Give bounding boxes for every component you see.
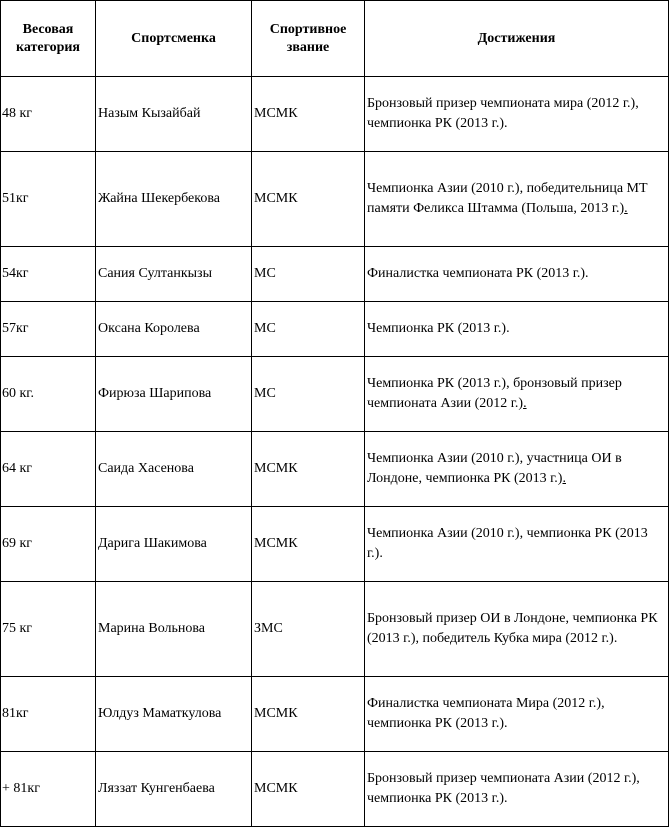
achievements-cell: [365, 507, 669, 582]
rank-cell: МСМК: [252, 77, 365, 152]
achievements-text: Чемпионка Азии (2010 г.), участница ОИ в Лондоне, чемпионка РК (2013 г.): [367, 451, 622, 486]
athlete-cell: Ляззат Кунгенбаева: [96, 752, 252, 827]
achievements-text: Бронзовый призер чемпионата мира (2012 г.), чемпионка РК (2013 г.).: [367, 96, 639, 131]
athlete-cell: Назым Кызайбай: [96, 77, 252, 152]
achievements-text: Чемпионка Азии (2010 г.), победительница МТ памяти Феликса Штамма (Польша, 2013 г.): [367, 181, 648, 216]
achievements-text: Финалистка чемпионата РК (2013 г.).: [367, 266, 589, 281]
athlete-cell: Марина Вольнова: [96, 582, 252, 677]
header-sport-rank: Спортивное звание: [252, 1, 365, 77]
rank-cell: МСМК: [252, 507, 365, 582]
table-row: [1, 247, 669, 302]
athlete-cell: Дарига Шакимова: [96, 507, 252, 582]
table-row: [1, 752, 669, 827]
achievements-text: Бронзовый призер чемпионата Азии (2012 г.), чемпионка РК (2013 г.).: [367, 771, 640, 806]
athlete-cell: Фирюза Шарипова: [96, 357, 252, 432]
table-row: [1, 582, 669, 677]
weight-cell: 60 кг.: [1, 357, 96, 432]
athlete-cell: Сания Султанкызы: [96, 247, 252, 302]
weight-cell: 48 кг: [1, 77, 96, 152]
weight-cell: 75 кг: [1, 582, 96, 677]
achievements-cell: [365, 247, 669, 302]
table-row: [1, 507, 669, 582]
athlete-cell: Юлдуз Маматкулова: [96, 677, 252, 752]
achievements-cell: [365, 752, 669, 827]
rank-cell: ЗМС: [252, 582, 365, 677]
header-athlete: Спортсменка: [96, 1, 252, 77]
weight-cell: 51кг: [1, 152, 96, 247]
table-row: [1, 677, 669, 752]
athlete-cell: Жайна Шекербекова: [96, 152, 252, 247]
achievements-cell: [365, 677, 669, 752]
table-row: [1, 77, 669, 152]
weight-cell: 64 кг: [1, 432, 96, 507]
athlete-cell: Саида Хасенова: [96, 432, 252, 507]
weight-cell: + 81кг: [1, 752, 96, 827]
header-achievements: Достижения: [365, 1, 669, 77]
achievements-suffix: .: [562, 471, 566, 486]
achievements-text: Финалистка чемпионата Мира (2012 г.), чемпионка РК (2013 г.).: [367, 696, 605, 731]
achievements-cell: [365, 302, 669, 357]
rank-cell: МСМК: [252, 432, 365, 507]
achievements-cell: [365, 77, 669, 152]
athlete-cell: Оксана Королева: [96, 302, 252, 357]
table-row: [1, 357, 669, 432]
rank-cell: МСМК: [252, 152, 365, 247]
rank-cell: МСМК: [252, 677, 365, 752]
table-row: [1, 152, 669, 247]
weight-cell: 81кг: [1, 677, 96, 752]
rank-cell: МС: [252, 302, 365, 357]
table-row: [1, 432, 669, 507]
rank-cell: МС: [252, 247, 365, 302]
achievements-text: Чемпионка Азии (2010 г.), чемпионка РК (2013 г.).: [367, 526, 648, 561]
achievements-cell: [365, 582, 669, 677]
achievements-cell: [365, 432, 669, 507]
table-header-row: [1, 1, 669, 77]
rank-cell: МСМК: [252, 752, 365, 827]
table-row: [1, 302, 669, 357]
achievements-text: Бронзовый призер ОИ в Лондоне, чемпионка РК (2013 г.), победитель Кубка мира (2012 г.).: [367, 611, 658, 646]
rank-cell: МС: [252, 357, 365, 432]
achievements-cell: [365, 357, 669, 432]
achievements-text: Чемпионка РК (2013 г.), бронзовый призер чемпионата Азии (2012 г.): [367, 376, 622, 411]
achievements-suffix: .: [523, 396, 527, 411]
achievements-cell: [365, 152, 669, 247]
weight-cell: 69 кг: [1, 507, 96, 582]
weight-cell: 54кг: [1, 247, 96, 302]
header-weight-category: Весовая категория: [1, 1, 96, 77]
weight-cell: 57кг: [1, 302, 96, 357]
achievements-suffix: .: [624, 201, 628, 216]
achievements-text: Чемпионка РК (2013 г.).: [367, 321, 510, 336]
